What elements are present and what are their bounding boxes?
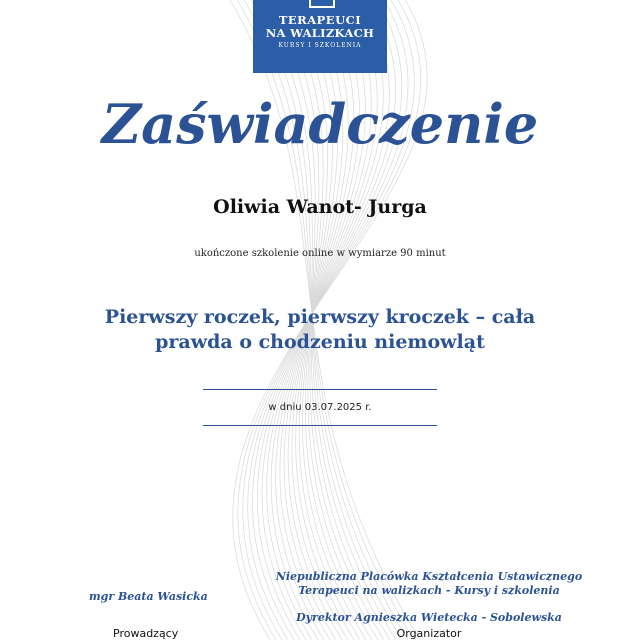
- logo-line1: TERAPEUCI: [278, 13, 362, 27]
- organizer-role: Organizator: [396, 627, 462, 640]
- logo-line2: NA WALIZKACH: [265, 26, 375, 40]
- instructor-name: mgr Beata Wasicka: [89, 590, 208, 603]
- logo-line3: KURSY I SZKOLENIA: [278, 42, 362, 49]
- instructor-role: Prowadzący: [113, 627, 179, 640]
- organizer-line1: Niepubliczna Placówka Kształcenia Ustawicznego: [275, 570, 583, 583]
- organizer-line2: Terapeuci na walizkach - Kursy i szkolenia: [298, 584, 560, 597]
- divider-top: [203, 389, 437, 390]
- course-title-line2: prawda o chodzeniu niemowląt: [155, 331, 485, 353]
- course-description: ukończone szkolenie online w wymiarze 90 minut: [194, 248, 446, 259]
- course-title-line1: Pierwszy roczek, pierwszy kroczek – cała: [104, 306, 536, 328]
- certificate-title: Zaświadczenie: [101, 92, 539, 156]
- logo: [253, 0, 387, 73]
- course-title: [80, 305, 560, 355]
- suitcase-icon: [309, 0, 335, 8]
- date: w dniu 03.07.2025 r.: [268, 402, 372, 413]
- recipient-name: Oliwia Wanot- Jurga: [213, 196, 427, 218]
- organizer-director: Dyrektor Agnieszka Wietecka - Sobolewska: [296, 611, 562, 624]
- divider-bottom: [203, 425, 437, 426]
